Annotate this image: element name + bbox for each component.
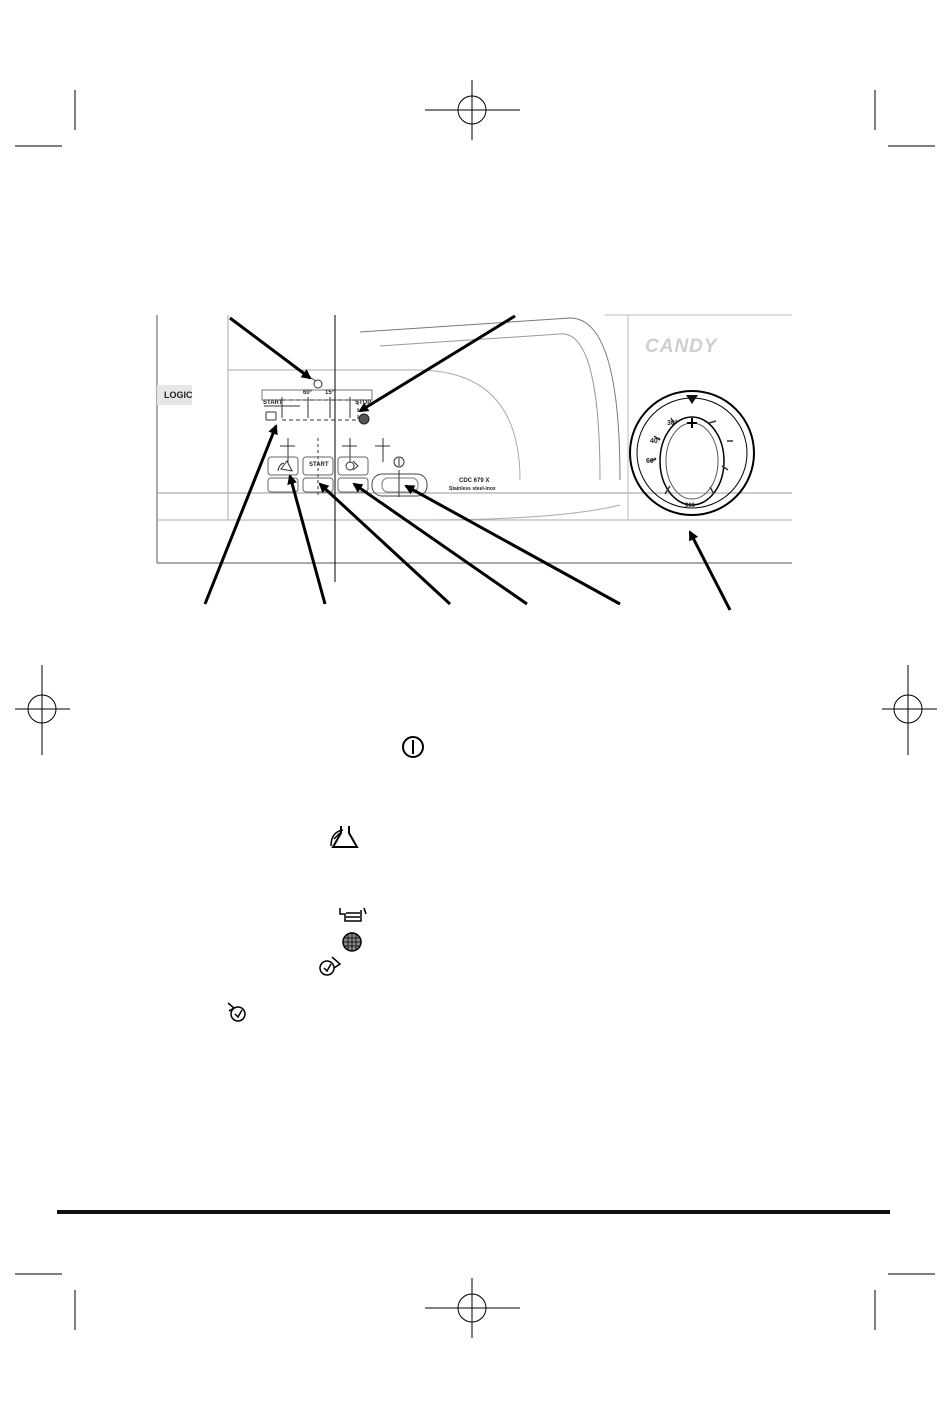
power-icon bbox=[403, 737, 423, 757]
arrow-timer-button bbox=[354, 484, 527, 604]
panel-delay-icon bbox=[311, 378, 322, 388]
indicator-start-left: START bbox=[263, 400, 283, 406]
model-line-1: CDC 679 X bbox=[459, 478, 490, 484]
brand-logo: CANDY bbox=[645, 336, 718, 357]
dial-label-60: 60° bbox=[646, 458, 657, 465]
arrow-start-indicator bbox=[205, 426, 276, 604]
panel-timer-icon bbox=[346, 461, 358, 470]
indicator-temp-15: 15° bbox=[325, 390, 335, 396]
panel-mesh-icon bbox=[359, 414, 369, 424]
mesh-ball-icon bbox=[343, 933, 361, 951]
dial-label-30: 30° bbox=[667, 420, 678, 427]
model-line-2: Stainless steel-inox bbox=[449, 486, 496, 492]
arrow-delay-indicator bbox=[230, 318, 310, 378]
dial-label-900: 900 bbox=[685, 503, 696, 509]
crop-marks bbox=[15, 90, 935, 1330]
indicator-stop-right: STOP bbox=[355, 400, 372, 406]
arrow-start-button bbox=[320, 484, 450, 604]
dial-pointer-icon bbox=[686, 395, 698, 404]
start-button-label: START bbox=[309, 462, 329, 468]
delay-timer-icon bbox=[228, 1003, 245, 1021]
dial-label-40: 40° bbox=[650, 438, 661, 445]
logic-label: LOGIC bbox=[164, 390, 193, 400]
arrow-eco-button bbox=[290, 476, 325, 604]
timer-arrow-icon bbox=[320, 957, 340, 975]
panel-water-icon bbox=[266, 412, 276, 420]
arrow-power-button bbox=[406, 486, 620, 604]
panel-eco-icon bbox=[278, 461, 292, 471]
eco-flask-icon bbox=[331, 826, 357, 847]
program-dial bbox=[630, 391, 754, 515]
water-level-icon bbox=[340, 908, 366, 921]
registration-mark-bottom bbox=[425, 1278, 520, 1338]
registration-mark-left bbox=[15, 665, 70, 755]
registration-mark-top bbox=[425, 80, 520, 140]
arrow-program-dial bbox=[690, 532, 730, 610]
registration-mark-right bbox=[882, 665, 937, 755]
indicator-temp-60: 60° bbox=[303, 390, 313, 396]
